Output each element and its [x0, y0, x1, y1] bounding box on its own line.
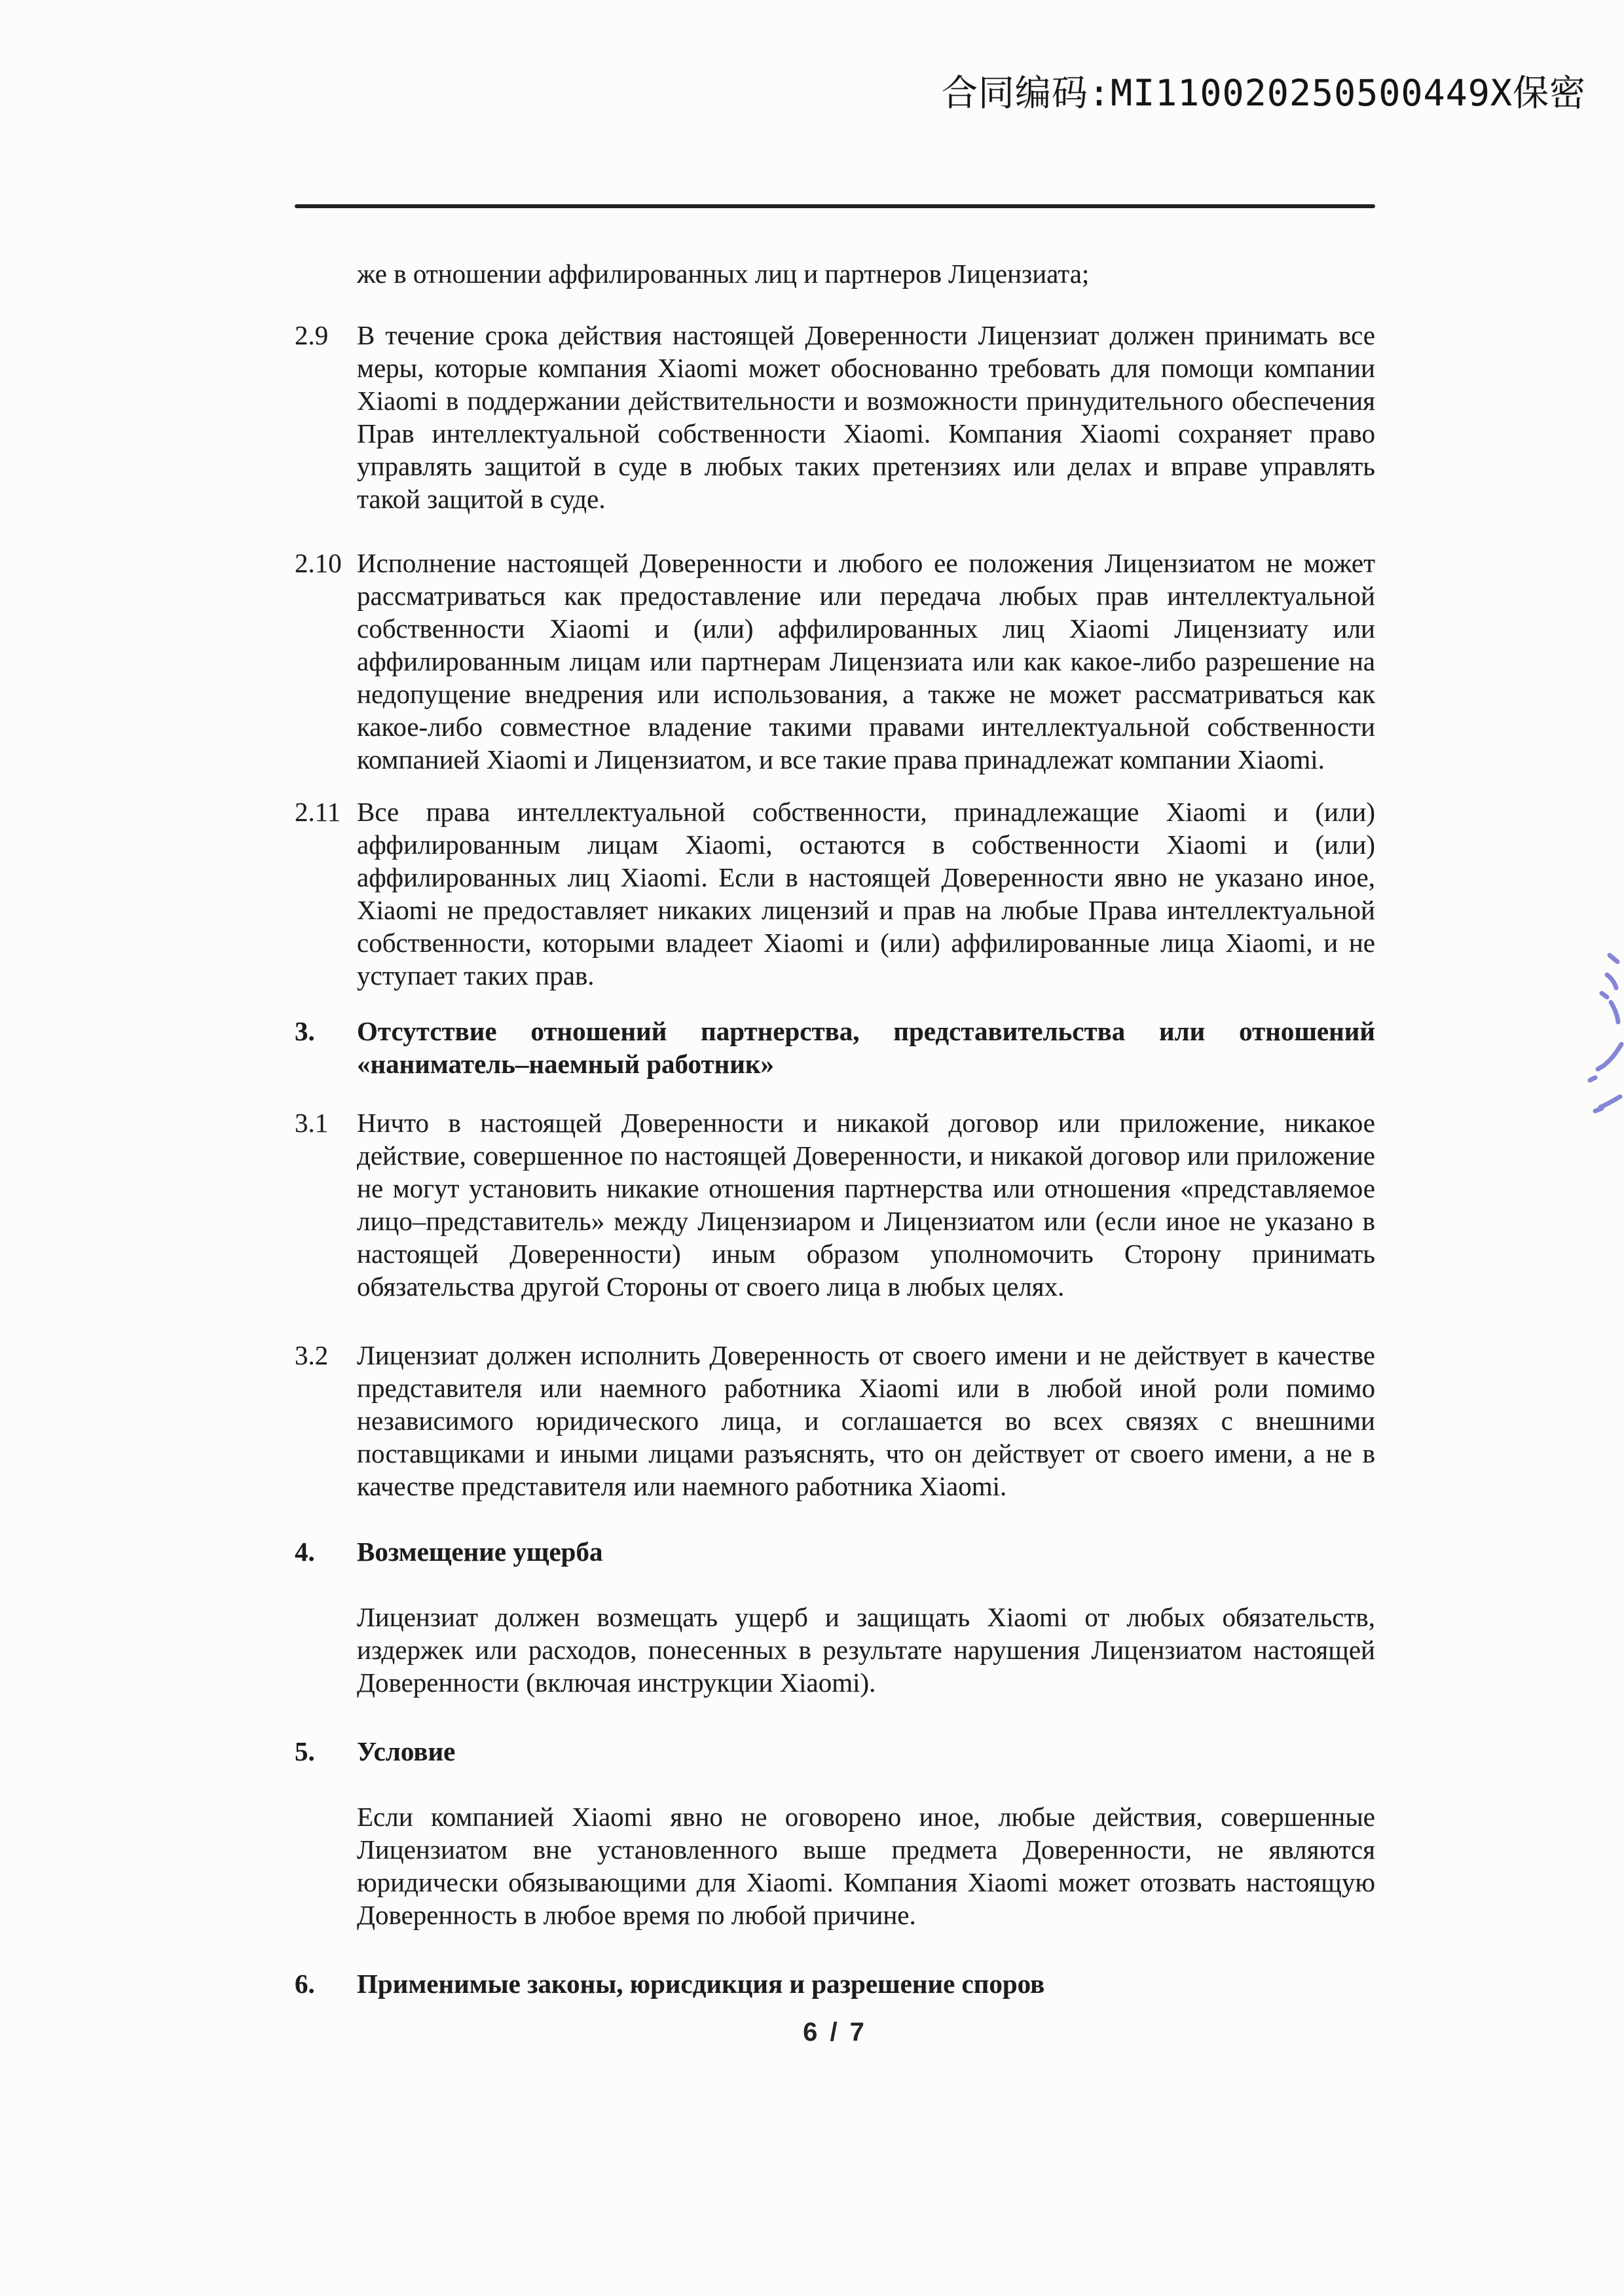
- section-title: Условие: [357, 1736, 456, 1766]
- contract-code-header: 合同编码:MI110020250500449X保密: [941, 72, 1586, 114]
- clause-3-2: [295, 1339, 1375, 1503]
- section-4-heading: [295, 1535, 1375, 1568]
- clause-number: 2.10: [295, 548, 342, 578]
- section-number: 6.: [295, 1969, 315, 1999]
- clause-number: 3.1: [295, 1108, 329, 1138]
- section-number: 5.: [295, 1736, 315, 1766]
- clause-2-9: [295, 319, 1375, 515]
- document-body: [295, 257, 1375, 2000]
- paragraph-text: Ничто в настоящей Доверенности и никакой договор или приложение, никакое действие, совершенное по настоящей Доверенности, и никакой договор или приложение не могут установить никакие отношения партнерства или отношения «представляемое лицо–представитель» между Лицензиаром и Лицензиатом или (если иное не указано в настоящей Доверенности) иным образом уполномочить Сторону принимать обязательства другой Стороны от своего лица в любых целях.: [357, 1108, 1375, 1302]
- section-title: Отсутствие отношений партнерства, представительства или отношений «наниматель–наемный работник»: [357, 1016, 1375, 1079]
- clause-number: 2.9: [295, 320, 329, 350]
- clause-number: 2.11: [295, 797, 341, 827]
- paragraph-text: Исполнение настоящей Доверенности и любого ее положения Лицензиатом не может рассматриваться как предоставление или передача любых прав интеллектуальной собственности Xiaomi и (или) аффилированных лиц Xiaomi Лицензиату или аффилированным лицам или партнерам Лицензиата или как какое-либо разрешение на недопущение внедрения или использования, а также не может рассматриваться как какое-либо совместное владение такими правами интеллектуальной собственности компанией Xiaomi и Лицензиатом, и все такие права принадлежат компании Xiaomi.: [357, 548, 1375, 774]
- section-title: Применимые законы, юрисдикция и разрешение споров: [357, 1969, 1045, 1999]
- section-4-paragraph: [295, 1601, 1375, 1699]
- section-3-heading: [295, 1015, 1375, 1080]
- paragraph-text: же в отношении аффилированных лиц и партнеров Лицензиата;: [357, 259, 1090, 289]
- clause-number: 3.2: [295, 1340, 329, 1370]
- paragraph-text: Лицензиат должен исполнить Доверенность от своего имени и не действует в качестве представителя или наемного работника Xiaomi или в любой иной роли помимо независимого юридического лица, и соглашается во всех связях с внешними поставщиками и иными лицами разъяснять, что он действует от своего имени, а не в качестве представителя или наемного работника Xiaomi.: [357, 1340, 1375, 1501]
- section-6-heading: [295, 1967, 1375, 2000]
- clause-2-10: [295, 547, 1375, 776]
- section-5-paragraph: [295, 1800, 1375, 1931]
- paragraph-text: Все права интеллектуальной собственности, принадлежащие Xiaomi и (или) аффилированным лицам Xiaomi, остаются в собственности Xiaomi и (или) аффилированных лиц Xiaomi. Если в настоящей Доверенности явно не указано иное, Xiaomi не предоставляет никаких лицензий и прав на любые Права интеллектуальной собственности, которыми владеет Xiaomi и (или) аффилированные лица Xiaomi, и не уступает таких прав.: [357, 797, 1375, 991]
- ink-scribble-marks: [1564, 946, 1624, 1116]
- continuation-paragraph: [295, 257, 1375, 290]
- clause-2-11: [295, 795, 1375, 992]
- paragraph-text: В течение срока действия настоящей Доверенности Лицензиат должен принимать все меры, которые компания Xiaomi может обоснованно требовать для помощи компании Xiaomi в поддержании действительности и возможности принудительного обеспечения Прав интеллектуальной собственности Xiaomi. Компания Xiaomi сохраняет право управлять защитой в суде в любых таких претензиях или делах и вправе управлять такой защитой в суде.: [357, 320, 1375, 514]
- section-number: 3.: [295, 1016, 315, 1046]
- paragraph-text: Если компанией Xiaomi явно не оговорено иное, любые действия, совершенные Лицензиатом вне установленного выше предмета Доверенности, не являются юридически обязывающими для Xiaomi. Компания Xiaomi может отозвать настоящую Доверенность в любое время по любой причине.: [357, 1802, 1375, 1930]
- page-number: 6 / 7: [803, 2018, 867, 2047]
- header-divider-line: [295, 204, 1375, 208]
- section-number: 4.: [295, 1537, 315, 1567]
- section-5-heading: [295, 1735, 1375, 1768]
- clause-3-1: [295, 1106, 1375, 1303]
- paragraph-text: Лицензиат должен возмещать ущерб и защищать Xiaomi от любых обязательств, издержек или расходов, понесенных в результате нарушения Лицензиатом настоящей Доверенности (включая инструкции Xiaomi).: [357, 1602, 1375, 1698]
- section-title: Возмещение ущерба: [357, 1537, 603, 1567]
